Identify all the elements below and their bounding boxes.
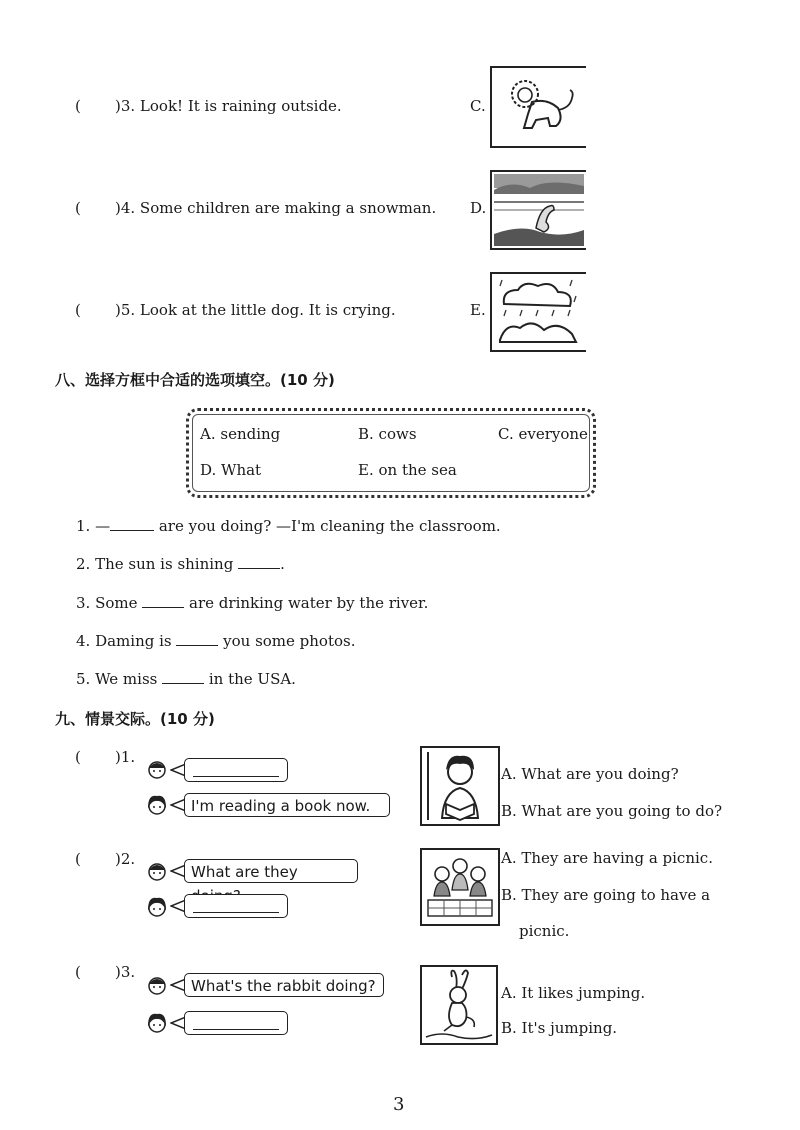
fill-text: . [280,555,285,573]
speech-bubble-empty [184,894,288,918]
match-question-5: )5. Look at the little dog. It is crying. [115,301,396,319]
girl-face-icon [146,896,168,918]
speech-bubble: What's the rabbit doing? [184,973,384,997]
answer-paren: ( [75,97,81,115]
option-letter-c: C. [470,97,486,115]
answer-blank[interactable] [238,554,280,569]
answer-paren: ( [75,748,81,766]
fill-item-1 [76,516,501,535]
lake-bird-icon [492,172,584,246]
match-question-4: )4. Some children are making a snowman. [115,199,437,217]
section-9-title: 九、情景交际。(10 分) [55,710,215,728]
word-option-e: E. on the sea [358,461,457,479]
fill-text: 2. The sun is shining [76,555,239,573]
option-a: A. It likes jumping. [501,984,646,1002]
girl-reading-icon [422,748,498,824]
page-number: 3 [393,1094,405,1115]
answer-paren: ( [75,963,81,981]
girl-face-icon [146,794,168,816]
speech-bubble: I'm reading a book now. [184,793,390,817]
fill-text: 5. We miss [76,670,163,688]
answer-paren: ( [75,301,81,319]
answer-blank[interactable] [142,593,184,608]
lake-bird-picture [490,170,586,250]
answer-line[interactable] [193,1029,279,1030]
option-letter-e: E. [470,301,486,319]
lion-picture [490,66,586,148]
answer-line[interactable] [193,776,279,777]
speech-bubble-empty [184,758,288,782]
item-number: )1. [115,748,136,766]
option-b: B. It's jumping. [501,1019,618,1037]
fill-item-4 [76,631,356,650]
fill-text: you some photos. [218,632,356,650]
fill-item-5 [76,669,296,688]
answer-blank[interactable] [176,631,218,646]
option-letter-d: D. [470,199,487,217]
word-option-b: B. cows [358,425,417,443]
picnic-icon [422,850,498,924]
item-number: )3. [115,963,136,981]
answer-line[interactable] [193,912,279,913]
fill-text: 3. Some [76,594,143,612]
option-b: B. What are you going to do? [501,802,723,820]
rabbit-icon [422,967,496,1043]
fill-text: in the USA. [204,670,296,688]
option-a: A. What are you doing? [501,765,679,783]
item-number: )2. [115,850,136,868]
fill-text: 1. — [76,517,111,535]
fill-text: are drinking water by the river. [184,594,429,612]
answer-paren: ( [75,850,81,868]
word-bank-box [186,408,596,498]
word-option-d: D. What [200,461,262,479]
fill-item-2 [76,554,285,573]
picnic-picture [420,848,500,926]
boy-face-icon [146,974,168,996]
option-b: B. They are going to have a [501,886,711,904]
answer-paren: ( [75,199,81,217]
lion-icon [492,68,584,144]
girl-reading-picture [420,746,500,826]
match-question-3: )3. Look! It is raining outside. [115,97,342,115]
speech-bubble-empty [184,1011,288,1035]
fill-text: 4. Daming is [76,632,177,650]
option-b-continued: picnic. [519,922,570,940]
girl-face-icon [146,1012,168,1034]
answer-blank[interactable] [110,516,154,531]
fill-item-3 [76,593,428,612]
speech-bubble: What are they [184,859,358,883]
rabbit-picture [420,965,498,1045]
option-a: A. They are having a picnic. [501,849,713,867]
section-8-title: 八、选择方框中合适的选项填空。(10 分) [55,371,335,389]
rain-picture [490,272,586,352]
answer-blank[interactable] [162,669,204,684]
boy-face-icon [146,758,168,780]
word-option-a: A. sending [200,425,281,443]
fill-text: are you doing? —I'm cleaning the classroom. [154,517,501,535]
word-option-c: C. everyone [498,425,588,443]
boy-face-icon [146,860,168,882]
rain-cloud-icon [492,274,584,348]
